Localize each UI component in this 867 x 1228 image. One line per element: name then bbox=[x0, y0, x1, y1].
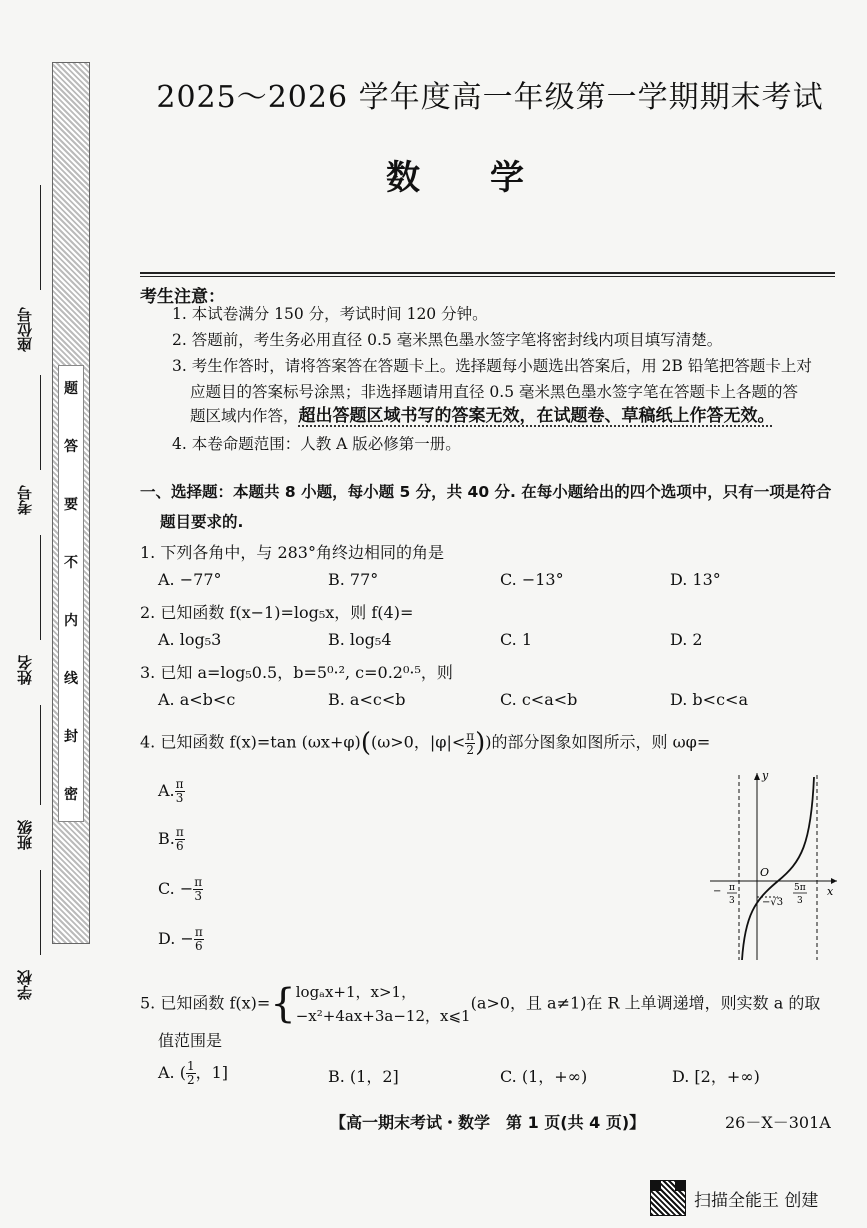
seal-char: 答 bbox=[64, 439, 78, 455]
q1-option-d: D. 13° bbox=[670, 570, 721, 589]
blank-line bbox=[40, 375, 41, 470]
svg-text:3: 3 bbox=[797, 896, 803, 906]
notice-text: 题区域内作答， bbox=[190, 407, 299, 425]
q2-option-a: A. log₅3 bbox=[158, 630, 222, 649]
blank-line bbox=[40, 535, 41, 640]
q5-stem-continued: 值范围是 bbox=[158, 1031, 223, 1050]
x-axis-label: x bbox=[827, 885, 834, 898]
seal-char: 内 bbox=[64, 613, 78, 629]
notice-emphasis: 超出答题区域书写的答案无效，在试题卷、草稿纸上作答无效。 bbox=[298, 406, 775, 426]
q5-option-b: B. (1，2] bbox=[328, 1067, 399, 1086]
q1-option-a: A. −77° bbox=[158, 570, 222, 589]
subject-title: 数学 bbox=[386, 158, 594, 198]
section-heading: 题目要求的. bbox=[160, 513, 244, 531]
seal-line-box bbox=[58, 365, 84, 822]
q5-stem-part: 5. 已知函数 f(x)= bbox=[140, 993, 271, 1013]
q4-stem-part: 4. 已知函数 f(x)=tan (ωx+φ) bbox=[140, 732, 361, 752]
blank-line bbox=[40, 870, 41, 955]
blank-line bbox=[40, 185, 41, 290]
notice-line bbox=[190, 404, 775, 428]
piece-2: −x²+4ax+3a−12，x⩽1 bbox=[295, 1007, 471, 1025]
section-heading: 一、选择题：本题共 8 小题，每小题 5 分，共 40 分. 在每小题给出的四个选项中，只有一项是符合 bbox=[140, 483, 832, 501]
divider bbox=[140, 276, 835, 277]
question-3-stem: 3. 已知 a=log₅0.5，b=5⁰·², c=0.2⁰·⁵，则 bbox=[140, 663, 453, 682]
scanner-text: 扫描全能王 创建 bbox=[694, 1190, 819, 1211]
notice-line: 2. 答题前，考生务必用直径 0.5 毫米黑色墨水签字笔将密封线内项目填写清楚。 bbox=[172, 331, 723, 349]
q4-stem-part: (ω>0，|φ|< bbox=[370, 732, 466, 752]
notice-line: 应题目的答案标号涂黑；非选择题请用直径 0.5 毫米黑色墨水签字笔在答题卡上各题的答 bbox=[190, 383, 799, 401]
question-2-stem: 2. 已知函数 f(x−1)=log₅x，则 f(4)= bbox=[140, 603, 414, 622]
q3-option-d: D. b<c<a bbox=[670, 690, 748, 709]
q5-option-c: C. (1，+∞) bbox=[500, 1067, 588, 1086]
school-label: 学校 bbox=[16, 970, 34, 1000]
question-1-stem: 1. 下列各角中，与 283°角终边相同的角是 bbox=[140, 543, 444, 562]
y-axis-label: y bbox=[762, 769, 769, 782]
seat-number-label: 座位号 bbox=[16, 307, 34, 353]
origin-label: O bbox=[760, 866, 770, 879]
notice-line: 1. 本试卷满分 150 分，考试时间 120 分钟。 bbox=[172, 305, 488, 323]
intercept-label: −√3 bbox=[762, 897, 784, 908]
q4-stem-part: )的部分图象如图所示，则 ωφ= bbox=[485, 732, 711, 752]
tangent-curve bbox=[742, 777, 814, 960]
notice-line: 4. 本卷命题范围：人教 A 版必修第一册。 bbox=[172, 435, 461, 453]
class-label: 班级 bbox=[16, 820, 34, 850]
seal-char: 封 bbox=[64, 729, 78, 745]
q1-option-b: B. 77° bbox=[328, 570, 379, 589]
q5-stem-part: (a>0，且 a≠1)在 R 上单调递增，则实数 a 的取 bbox=[470, 993, 821, 1013]
svg-text:3: 3 bbox=[729, 896, 735, 906]
question-5-stem: 5. 已知函数 f(x)={ logₐx+1，x>1， −x²+4ax+3a−12，x⩽1 (a>0，且 a≠1)在 R 上单调递增，则实数 a 的取 bbox=[140, 981, 821, 1027]
notice-heading: 考生注意： bbox=[140, 287, 225, 307]
piece-1: logₐx+1，x>1， bbox=[295, 983, 417, 1001]
q4-option-a: A. $\frac{\pi}{3}$ bbox=[158, 777, 184, 805]
scanner-watermark bbox=[650, 1180, 818, 1216]
q5-option-d: D. [2，+∞) bbox=[672, 1067, 760, 1086]
q5-option-a: A. ( $\frac{1}{2}$ ，1] bbox=[158, 1059, 229, 1087]
q3-option-c: C. c<a<b bbox=[500, 690, 578, 709]
fraction: $\frac{\pi}{2}$ bbox=[466, 728, 475, 757]
exam-number-label: 考号 bbox=[16, 485, 34, 515]
notice-line: 3. 考生作答时，请将答案答在答题卡上。选择题每小题选出答案后，用 2B 铅笔把答题卡上对 bbox=[172, 357, 812, 375]
blank-line bbox=[40, 705, 41, 805]
q2-option-b: B. log₅4 bbox=[328, 630, 392, 649]
svg-text:−: − bbox=[713, 886, 722, 897]
paper-code: 26－X－301A bbox=[725, 1113, 831, 1132]
qr-code-icon bbox=[650, 1180, 686, 1216]
q1-option-c: C. −13° bbox=[500, 570, 564, 589]
page-footer: 【高一期末考试・数学 第 1 页(共 4 页)】 bbox=[330, 1113, 646, 1132]
divider bbox=[140, 272, 835, 274]
tick-label: 5π bbox=[794, 883, 806, 893]
q3-option-a: A. a<b<c bbox=[158, 690, 236, 709]
seal-char: 线 bbox=[64, 671, 78, 687]
q4-option-d: D. − $\frac{\pi}{6}$ bbox=[158, 925, 203, 953]
exam-title: 2025～2026 学年度高一年级第一学期期末考试 bbox=[156, 80, 824, 115]
name-label: 姓名 bbox=[16, 655, 34, 685]
q2-option-d: D. 2 bbox=[670, 630, 703, 649]
seal-char: 要 bbox=[64, 497, 78, 513]
seal-char: 题 bbox=[64, 381, 78, 397]
question-4-stem: 4. 已知函数 f(x)=tan (ωx+φ)((ω>0，|φ|< $\frac{\pi}{2}$ ))的部分图象如图所示，则 ωφ= bbox=[140, 728, 711, 758]
q4-option-b: B. $\frac{\pi}{6}$ bbox=[158, 825, 184, 853]
svg-text:π: π bbox=[729, 883, 735, 893]
seal-char: 不 bbox=[64, 555, 78, 571]
q4-option-c: C. − $\frac{\pi}{3}$ bbox=[158, 875, 203, 903]
q3-option-b: B. a<c<b bbox=[328, 690, 406, 709]
tangent-graph bbox=[705, 765, 845, 965]
seal-char: 密 bbox=[64, 787, 78, 803]
q2-option-c: C. 1 bbox=[500, 630, 533, 649]
